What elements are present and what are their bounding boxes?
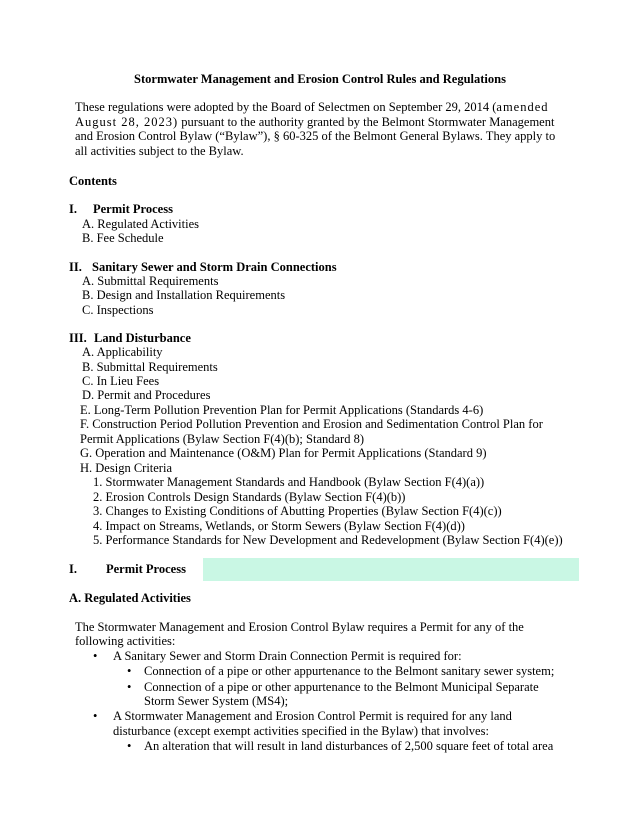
toc-item: E. Long-Term Pollution Prevention Plan for Permit Applications (Standards 4-6) [80, 403, 484, 417]
section-number: I. [69, 562, 77, 576]
toc-section-title: Land Disturbance [94, 331, 191, 345]
toc-section-number: I. [69, 202, 77, 216]
subsection-title: A. Regulated Activities [69, 591, 191, 605]
toc-item: G. Operation and Maintenance (O&M) Plan for Permit Applications (Standard 9) [80, 446, 487, 460]
toc-item: B. Fee Schedule [82, 231, 164, 245]
amended-text: amended [496, 100, 549, 114]
toc-section-title: Sanitary Sewer and Storm Drain Connections [92, 260, 337, 274]
section-title: Permit Process [106, 562, 186, 576]
bullet-text: A Sanitary Sewer and Storm Drain Connection Permit is required for: [113, 649, 462, 663]
bullet-text: A Stormwater Management and Erosion Control Permit is required for any land [113, 709, 512, 723]
toc-item: A. Applicability [82, 345, 163, 359]
toc-subitem: 3. Changes to Existing Conditions of Abutting Properties (Bylaw Section F(4)(c)) [93, 504, 502, 518]
intro-text: and Erosion Control Bylaw (“Bylaw”), § 60-325 of the Belmont General Bylaws. They apply to [75, 129, 556, 143]
sub-bullet-text: Connection of a pipe or other appurtenance to the Belmont Municipal Separate [144, 680, 539, 694]
body-text: following activities: [75, 634, 176, 648]
toc-item: F. Construction Period Pollution Prevention and Erosion and Sedimentation Control Plan for [80, 417, 543, 431]
toc-item: Permit Applications (Bylaw Section F(4)(b); Standard 8) [80, 432, 364, 446]
sub-bullet-text: Storm Sewer System (MS4); [144, 694, 289, 708]
toc-subitem: 5. Performance Standards for New Development and Redevelopment (Bylaw Section F(4)(e)) [93, 533, 563, 547]
body-text: The Stormwater Management and Erosion Control Bylaw requires a Permit for any of the [75, 620, 524, 634]
intro-text: all activities subject to the Bylaw. [75, 143, 244, 158]
bullet-icon: • [127, 664, 132, 678]
intro-text: These regulations were adopted by the Board of Selectmen on September 29, 2014 ( [75, 100, 497, 114]
bullet-icon: • [127, 739, 132, 753]
toc-item: A. Regulated Activities [82, 217, 199, 231]
toc-section-number: II. [69, 260, 82, 274]
toc-item: B. Submittal Requirements [82, 360, 218, 374]
page-title: Stormwater Management and Erosion Control Rules and Regulations [134, 72, 506, 86]
toc-section-title: Permit Process [93, 202, 173, 216]
toc-subitem: 4. Impact on Streams, Wetlands, or Storm Sewers (Bylaw Section F(4)(d)) [93, 519, 465, 533]
toc-section-number: III. [69, 331, 87, 345]
intro-paragraph [75, 100, 570, 158]
intro-text: pursuant to the authority granted by the Belmont Stormwater Management [178, 114, 555, 129]
toc-subitem: 1. Stormwater Management Standards and Handbook (Bylaw Section F(4)(a)) [93, 475, 485, 489]
bullet-icon: • [93, 649, 98, 663]
bullet-icon: • [127, 680, 132, 694]
toc-item: B. Design and Installation Requirements [82, 288, 286, 302]
amended-date: August 28, 2023) [75, 114, 179, 129]
toc-item: C. In Lieu Fees [82, 374, 160, 388]
bullet-icon: • [93, 709, 98, 723]
toc-subitem: 2. Erosion Controls Design Standards (Bylaw Section F(4)(b)) [93, 490, 406, 504]
toc-item: A. Submittal Requirements [82, 274, 219, 288]
bullet-text: disturbance (except exempt activities specified in the Bylaw) that involves: [113, 724, 489, 738]
contents-heading: Contents [69, 174, 117, 188]
sub-bullet-text: An alteration that will result in land disturbances of 2,500 square feet of total area [144, 739, 554, 753]
toc-item: H. Design Criteria [80, 461, 172, 475]
section-highlight-bar [203, 558, 579, 581]
sub-bullet-text: Connection of a pipe or other appurtenance to the Belmont sanitary sewer system; [144, 664, 555, 678]
toc-item: C. Inspections [82, 303, 154, 317]
toc-item: D. Permit and Procedures [82, 388, 211, 402]
